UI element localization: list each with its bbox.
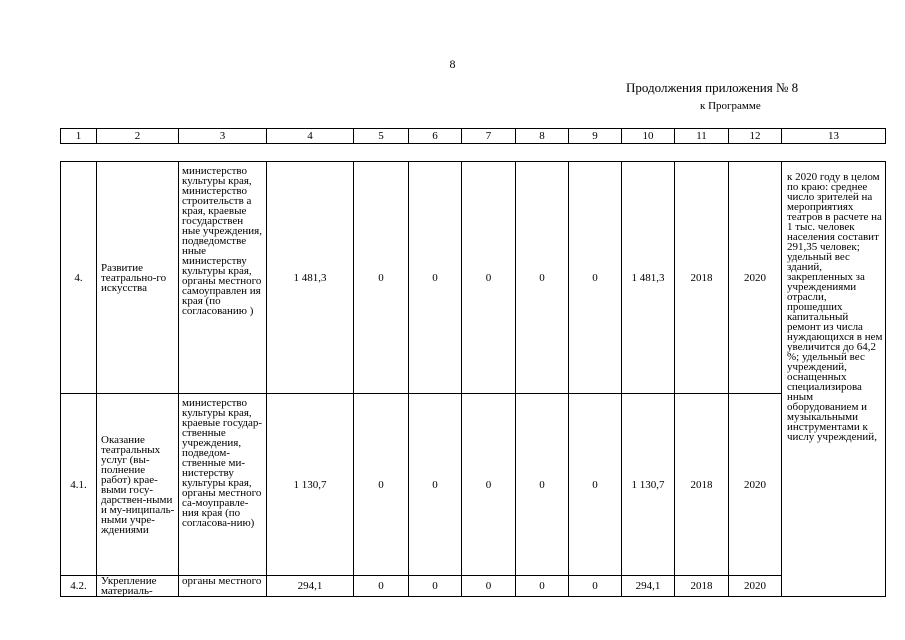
- column-header: 5: [354, 129, 409, 144]
- measure-name: Оказание театральных услуг (вы-полнение работ) крае-выми госу-дарствен-ными и му-ниципаль-ными учре-ждениями: [97, 394, 179, 576]
- amount-col9: 0: [569, 162, 622, 394]
- measure-name: Укрепление материаль-: [97, 576, 179, 597]
- start-year: 2018: [675, 162, 729, 394]
- row-number: 4.1.: [61, 394, 97, 576]
- table-row: [61, 576, 886, 597]
- column-number-header: [60, 128, 886, 144]
- column-header: 7: [462, 129, 516, 144]
- amount-col9: 0: [569, 394, 622, 576]
- amount-col6: 0: [409, 162, 462, 394]
- amount-col5: 0: [354, 576, 409, 597]
- column-header: 8: [516, 129, 569, 144]
- table-row: [61, 394, 886, 576]
- amount-col10: 294,1: [622, 576, 675, 597]
- column-header: 2: [97, 129, 179, 144]
- total-amount: 1 130,7: [267, 394, 354, 576]
- amount-col7: 0: [462, 394, 516, 576]
- column-header: 9: [569, 129, 622, 144]
- column-header: 12: [729, 129, 782, 144]
- column-header: 1: [61, 129, 97, 144]
- amount-col9: 0: [569, 576, 622, 597]
- column-header: 10: [622, 129, 675, 144]
- executors: органы местного: [179, 576, 267, 597]
- amount-col8: 0: [516, 394, 569, 576]
- total-amount: 294,1: [267, 576, 354, 597]
- column-header: 11: [675, 129, 729, 144]
- end-year: 2020: [729, 576, 782, 597]
- continuation-title: Продолжения приложения № 8: [626, 80, 799, 95]
- executors: министерство культуры края, краевые государ-ственные учреждения, подведом-ственные ми-нистерству культуры края, органы местного са-моуправле-ния края (по согласова-нию): [179, 394, 267, 576]
- expected-result: к 2020 году в целом по краю: среднее число зрителей на мероприятиях театров в расчете на 1 тыс. человек населения составит 291,35 человек; удельный вес зданий, закрепленных за учреждениями отрасли, прошедших капитальный ремонт из числа нуждающихся в нем увеличится до 64,2 %; удельный вес учреждений, оснащенных специализирова нным оборудованием и музыкальными инструментами к числу учреждений,: [782, 162, 886, 597]
- row-number: 4.2.: [61, 576, 97, 597]
- amount-col6: 0: [409, 394, 462, 576]
- amount-col5: 0: [354, 394, 409, 576]
- table-row: [61, 162, 886, 394]
- column-header: 3: [179, 129, 267, 144]
- continuation-subtitle: к Программе: [700, 100, 761, 112]
- start-year: 2018: [675, 576, 729, 597]
- amount-col8: 0: [516, 162, 569, 394]
- program-table: [60, 161, 886, 597]
- amount-col7: 0: [462, 162, 516, 394]
- total-amount: 1 481,3: [267, 162, 354, 394]
- column-header: 6: [409, 129, 462, 144]
- column-header: 4: [267, 129, 354, 144]
- amount-col6: 0: [409, 576, 462, 597]
- amount-col8: 0: [516, 576, 569, 597]
- amount-col10: 1 130,7: [622, 394, 675, 576]
- page-number: 8: [449, 57, 456, 71]
- end-year: 2020: [729, 162, 782, 394]
- end-year: 2020: [729, 394, 782, 576]
- amount-col5: 0: [354, 162, 409, 394]
- column-header: 13: [782, 129, 886, 144]
- start-year: 2018: [675, 394, 729, 576]
- amount-col10: 1 481,3: [622, 162, 675, 394]
- measure-name: Развитие театрально-го искусства: [97, 162, 179, 394]
- row-number: 4.: [61, 162, 97, 394]
- executors: министерство культуры края, министерство строительств а края, краевые государствен ные учреждения, подведомстве нные министерству культуры края, органы местного самоуправлен ия края (по согласованию ): [179, 162, 267, 394]
- amount-col7: 0: [462, 576, 516, 597]
